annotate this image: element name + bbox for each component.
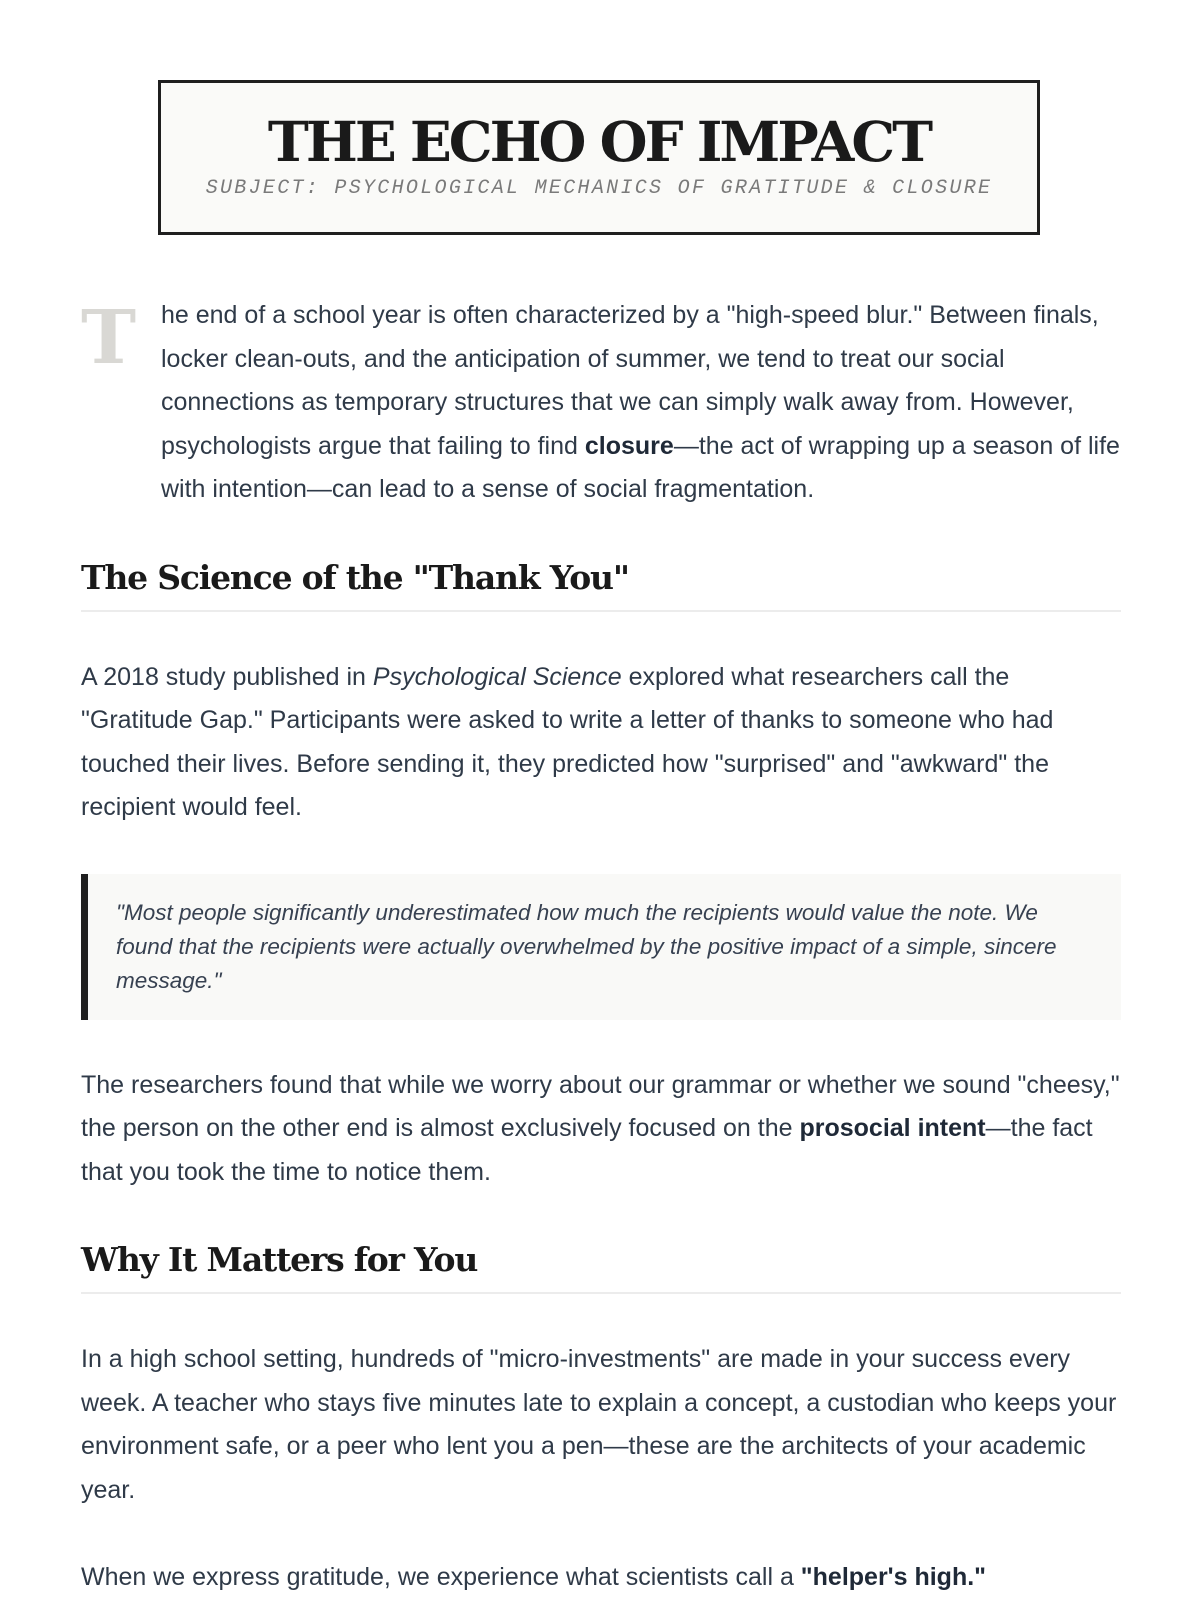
findings-text-before: The researchers found that while we worry about our grammar or whether we sound "cheesy," the person on the other end is almost exclusively focused on the (81, 1070, 1120, 1142)
study-text-before: A 2018 study published in (81, 662, 373, 691)
research-quote: "Most people significantly underestimated how much the recipients would value the note. We found that the recipients were actually overwhelmed by the positive impact of a simple, sincere message." (81, 874, 1121, 1020)
helpers-high-paragraph (81, 1556, 1121, 1600)
micro-investments-paragraph: In a high school setting, hundreds of "micro-investments" are made in your success every week. A teacher who stays five minutes late to explain a concept, a custodian who keeps your environment safe, or a peer who lent you a pen—these are the architects of your academic year. (81, 1345, 1117, 1504)
journal-name: Psychological Science (372, 662, 622, 691)
masthead (158, 80, 1040, 235)
findings-bold-term: prosocial intent (799, 1114, 986, 1142)
drop-cap: T (81, 295, 137, 381)
article-subject: SUBJECT: PSYCHOLOGICAL MECHANICS OF GRATITUDE & CLOSURE (205, 176, 993, 200)
study-paragraph (81, 656, 1121, 830)
findings-text-after: —the fact that you took the time to notice them. (81, 1114, 1093, 1186)
helpers-text-before: When we express gratitude, we experience what scientists call a (81, 1563, 801, 1591)
intro-text-before: he end of a school year is often characterized by a "high-speed blur." Between finals, locker clean-outs, and the anticipation of summer, we tend to treat our social connections as temporary structures that we can simply walk away from. However, psychologists argue that failing to find (161, 301, 1099, 460)
section-heading-science: The Science of the "Thank You" (81, 556, 1121, 612)
findings-paragraph (81, 1064, 1121, 1195)
helpers-bold-term: "helper's high." (800, 1563, 987, 1591)
article-title: THE ECHO OF IMPACT (267, 109, 931, 174)
intro-text-after: —the act of wrapping up a season of life with intention—can lead to a sense of social fragmentation. (161, 431, 1120, 503)
study-text-after: explored what researchers call the "Gratitude Gap." Participants were asked to write a letter of thanks to someone who had touched their lives. Before sending it, they predicted how "surprised" and "awkward" the recipient would feel. (81, 662, 1054, 821)
article-body (81, 294, 1121, 1600)
intro-block (81, 294, 1121, 512)
section-heading-why: Why It Matters for You (81, 1238, 1121, 1294)
intro-paragraph (161, 294, 1121, 512)
intro-bold-term: closure (584, 431, 674, 460)
